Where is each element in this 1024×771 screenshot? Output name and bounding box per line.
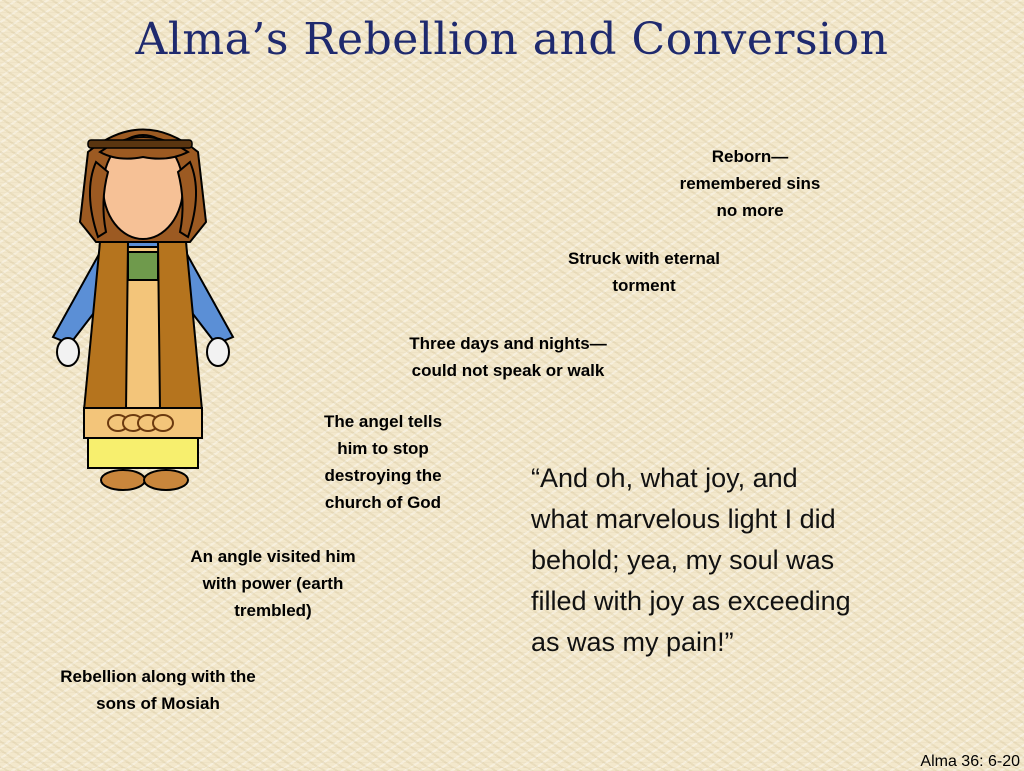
- step-three-days: [378, 330, 638, 384]
- step-line: with power (earth: [202, 574, 344, 593]
- step-line: Rebellion along with the: [60, 667, 256, 686]
- scripture-quote: [531, 458, 921, 663]
- quote-line: behold; yea, my soul was: [531, 545, 835, 575]
- step-line: him to stop: [337, 439, 429, 458]
- quote-line: “And oh, what joy, and: [531, 463, 798, 493]
- step-line: no more: [716, 201, 784, 220]
- step-line: Three days and nights—: [409, 334, 607, 353]
- step-line: remembered sins: [679, 174, 821, 193]
- step-line: Reborn—: [711, 147, 789, 166]
- step-reborn: [650, 143, 850, 224]
- quote-line: what marvelous light I did: [531, 504, 836, 534]
- step-eternal-torment: [534, 245, 754, 299]
- step-line: sons of Mosiah: [96, 694, 220, 713]
- step-rebellion: [28, 663, 288, 717]
- step-line: trembled): [234, 601, 312, 620]
- step-line: church of God: [324, 493, 442, 512]
- quote-line: filled with joy as exceeding: [531, 586, 851, 616]
- step-line: The angel tells: [323, 412, 443, 431]
- slide-title: Alma’s Rebellion and Conversion: [135, 14, 889, 65]
- alma-figure-illustration: [48, 112, 238, 502]
- step-line: torment: [612, 276, 676, 295]
- step-angel-visited: [158, 543, 388, 624]
- step-angel-tells: [293, 408, 473, 516]
- quote-line: as was my pain!”: [531, 627, 734, 657]
- step-line: destroying the: [324, 466, 442, 485]
- step-line: Struck with eternal: [567, 249, 721, 268]
- step-line: An angle visited him: [190, 547, 356, 566]
- step-line: could not speak or walk: [411, 361, 605, 380]
- scripture-reference: Alma 36: 6-20: [920, 753, 1020, 770]
